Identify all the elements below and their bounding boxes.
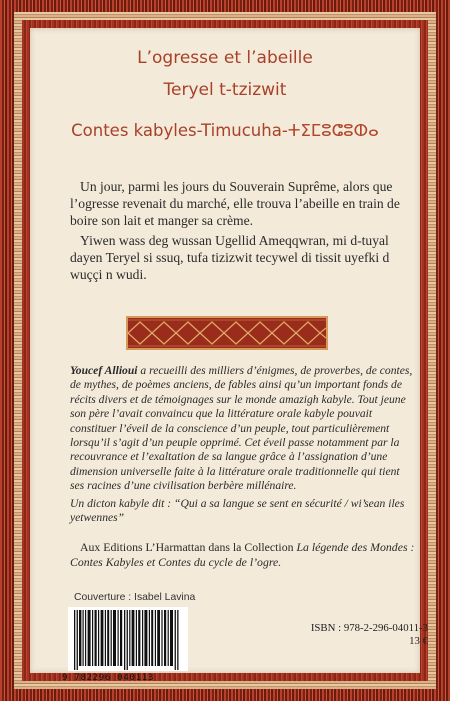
title-kabyle: Teryel t-tzizwit: [163, 80, 287, 100]
editions-prefix: Aux Editions L’Harmattan dans la Collection: [80, 540, 297, 554]
summary-french: Un jour, parmi les jours du Souverain Suprême, alors que l’ogresse revenait du marché, elle trouva l’abeille en train de boire son lait et manger sa crème.: [70, 179, 400, 228]
subtitle-tifinagh: ⵜⵉⵎⵓⵛⵓⵀⴰ: [287, 121, 379, 140]
summary-kabyle: Yiwen wass deg wussan Ugellid Ameqqwran, mi d-tuyal dayen Teryel si ssuq, tufa tizizwit tecywel di tissit uyefki d wuççi n wudi.: [70, 233, 390, 282]
barcode-digits: 9 782296 040113: [62, 672, 154, 683]
isbn: ISBN : 978-2-296-04011-3: [310, 622, 428, 634]
kabyle-proverb: Un dicton kabyle dit : “Qui a sa langue se sent en sécurité / wi’sean iles yetwennes”: [70, 497, 405, 525]
subtitle-latin: Contes kabyles-Timucuha-: [71, 121, 288, 140]
price: 13 €: [409, 635, 428, 647]
collection-name: La légende des Mondes : Contes Kabyles et Contes du cycle de l’ogre.: [70, 540, 415, 569]
author-name: Youcef Allioui: [70, 364, 138, 377]
back-cover-page: [30, 28, 428, 683]
editions-note: [70, 540, 416, 569]
ornament-pattern-icon: [128, 318, 326, 348]
subtitle: [30, 121, 420, 140]
woven-ornament: [126, 316, 328, 350]
author-bio-text: a recueilli des milliers d’énigmes, de proverbes, de contes, de mythes, de poèmes anciens, de fables ainsi qu’un important fonds de récits divers et de témoignages sur le monde amazigh kabyle. Tout jeune son père l’avait convaincu que la littérature orale kabyle pouvait constituer l’éveil de la conscience d’un peuple, tout particulièrement lorsqu’il s’agit d’un peuple opprimé. Cet éveil passe notamment par la recouvrance et l’exaltation de sa langue grâce à l’assignation d’une dimension universelle faite à la littérature orale traditionnelle qui tient ses racines d’une civilisation berbère millénaire.: [70, 364, 413, 493]
barcode-icon: [68, 607, 188, 671]
author-biography: [70, 364, 416, 494]
title-french: L’ogresse et l’abeille: [137, 48, 313, 68]
cover-credit: Couverture : Isabel Lavina: [74, 592, 196, 603]
barcode: [68, 607, 188, 671]
